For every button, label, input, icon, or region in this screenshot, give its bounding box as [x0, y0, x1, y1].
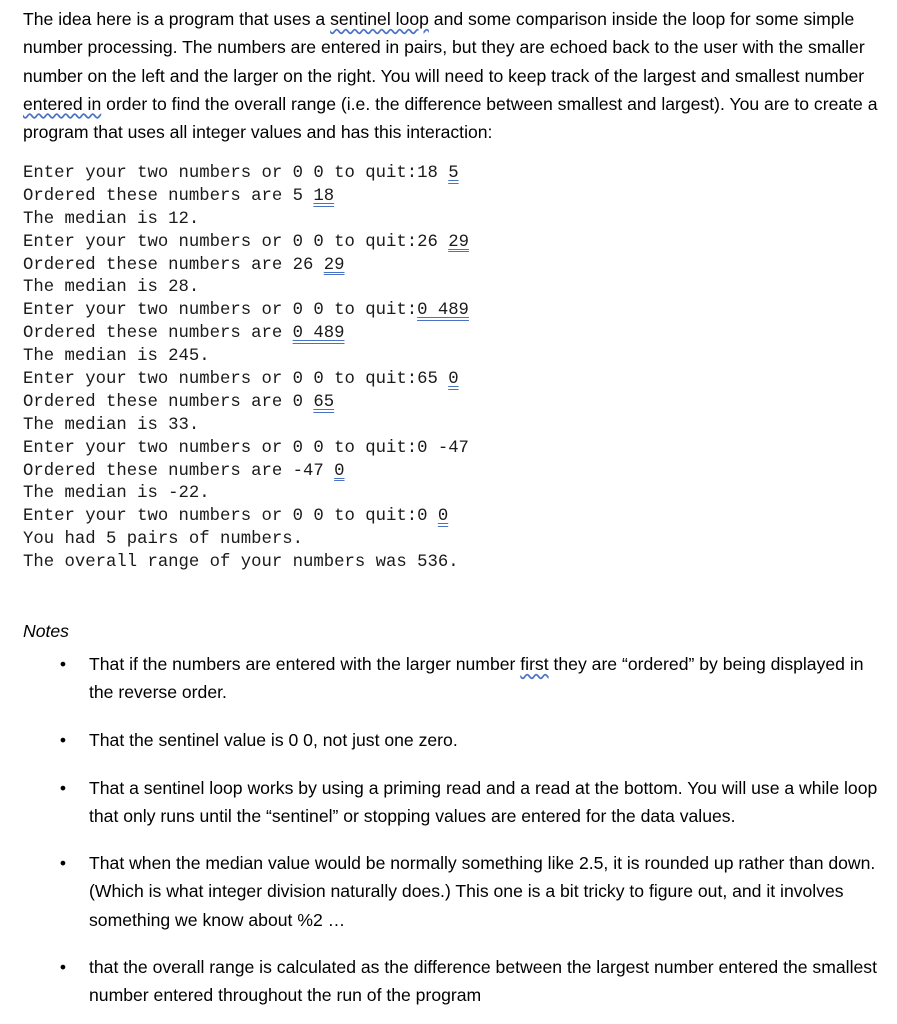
- note-item: • That the sentinel value is 0 0, not just one zero.: [89, 726, 884, 754]
- console-line: Enter your two numbers or 0 0 to quit:18 5: [23, 164, 459, 183]
- intro-text-1: The idea here is a program that uses a: [23, 9, 331, 29]
- bullet-icon: •: [59, 853, 67, 873]
- intro-paragraph: [23, 5, 885, 146]
- console-line: Enter your two numbers or 0 0 to quit:26 29: [23, 232, 469, 252]
- console-line: The overall range of your numbers was 536.: [23, 553, 459, 573]
- console-line: Ordered these numbers are 0 489: [23, 324, 345, 344]
- console-line: Ordered these numbers are 26 29: [23, 255, 345, 275]
- console-line: The median is -22.: [23, 484, 210, 504]
- bullet-icon: •: [59, 778, 67, 798]
- console-transcript: [23, 163, 469, 575]
- console-line: The median is 245.: [23, 347, 210, 367]
- console-line: Enter your two numbers or 0 0 to quit:0 0: [23, 507, 449, 527]
- console-line: You had 5 pairs of numbers.: [23, 530, 304, 550]
- console-line: Enter your two numbers or 0 0 to quit:0 489: [23, 301, 469, 321]
- console-line: Enter your two numbers or 0 0 to quit:65 0: [23, 370, 459, 390]
- console-line: The median is 33.: [23, 415, 200, 435]
- console-line: Ordered these numbers are -47 0: [23, 461, 345, 481]
- note-item: • that the overall range is calculated as the difference between the largest number entered the smallest number entered throughout the run of the program: [89, 953, 884, 1010]
- intro-text-2: and some comparison inside the loop for some simple number processing. The numbers are entered in pairs, but they are echoed back to the user with the smaller number on the left and the larger on the right. You will need to keep track of the largest and smallest number: [23, 9, 865, 86]
- note-item: • That when the median value would be normally something like 2.5, it is rounded up rather than down. (Which is what integer division naturally does.) This one is a bit tricky to figure out, and it involves something we know about %2 …: [89, 849, 884, 934]
- entered-in-spellcheck: entered in: [23, 93, 102, 114]
- sentinel-loop-spellcheck: sentinel loop: [330, 9, 429, 29]
- console-line: Ordered these numbers are 5 18: [23, 186, 335, 206]
- bullet-icon: •: [59, 730, 67, 750]
- bullet-icon: •: [59, 654, 67, 674]
- note-item: • That a sentinel loop works by using a priming read and a read at the bottom. You will use a while loop that only runs until the “sentinel” or stopping values are entered for the data values.: [89, 774, 884, 831]
- console-line: The median is 28.: [23, 278, 200, 298]
- note-item: • That if the numbers are entered with the larger number first they are “ordered” by being displayed in the reverse order.: [89, 650, 884, 707]
- intro-text-3: order to find the overall range (i.e. the difference between smallest and largest). You are to create a program that uses all integer values and has this interaction:: [23, 93, 878, 143]
- first-spellcheck: first: [520, 654, 549, 674]
- console-line: Ordered these numbers are 0 65: [23, 392, 335, 412]
- notes-heading: Notes: [23, 621, 69, 641]
- console-line: Enter your two numbers or 0 0 to quit:0 -47: [23, 438, 469, 458]
- bullet-icon: •: [59, 957, 67, 977]
- console-line: The median is 12.: [23, 209, 200, 229]
